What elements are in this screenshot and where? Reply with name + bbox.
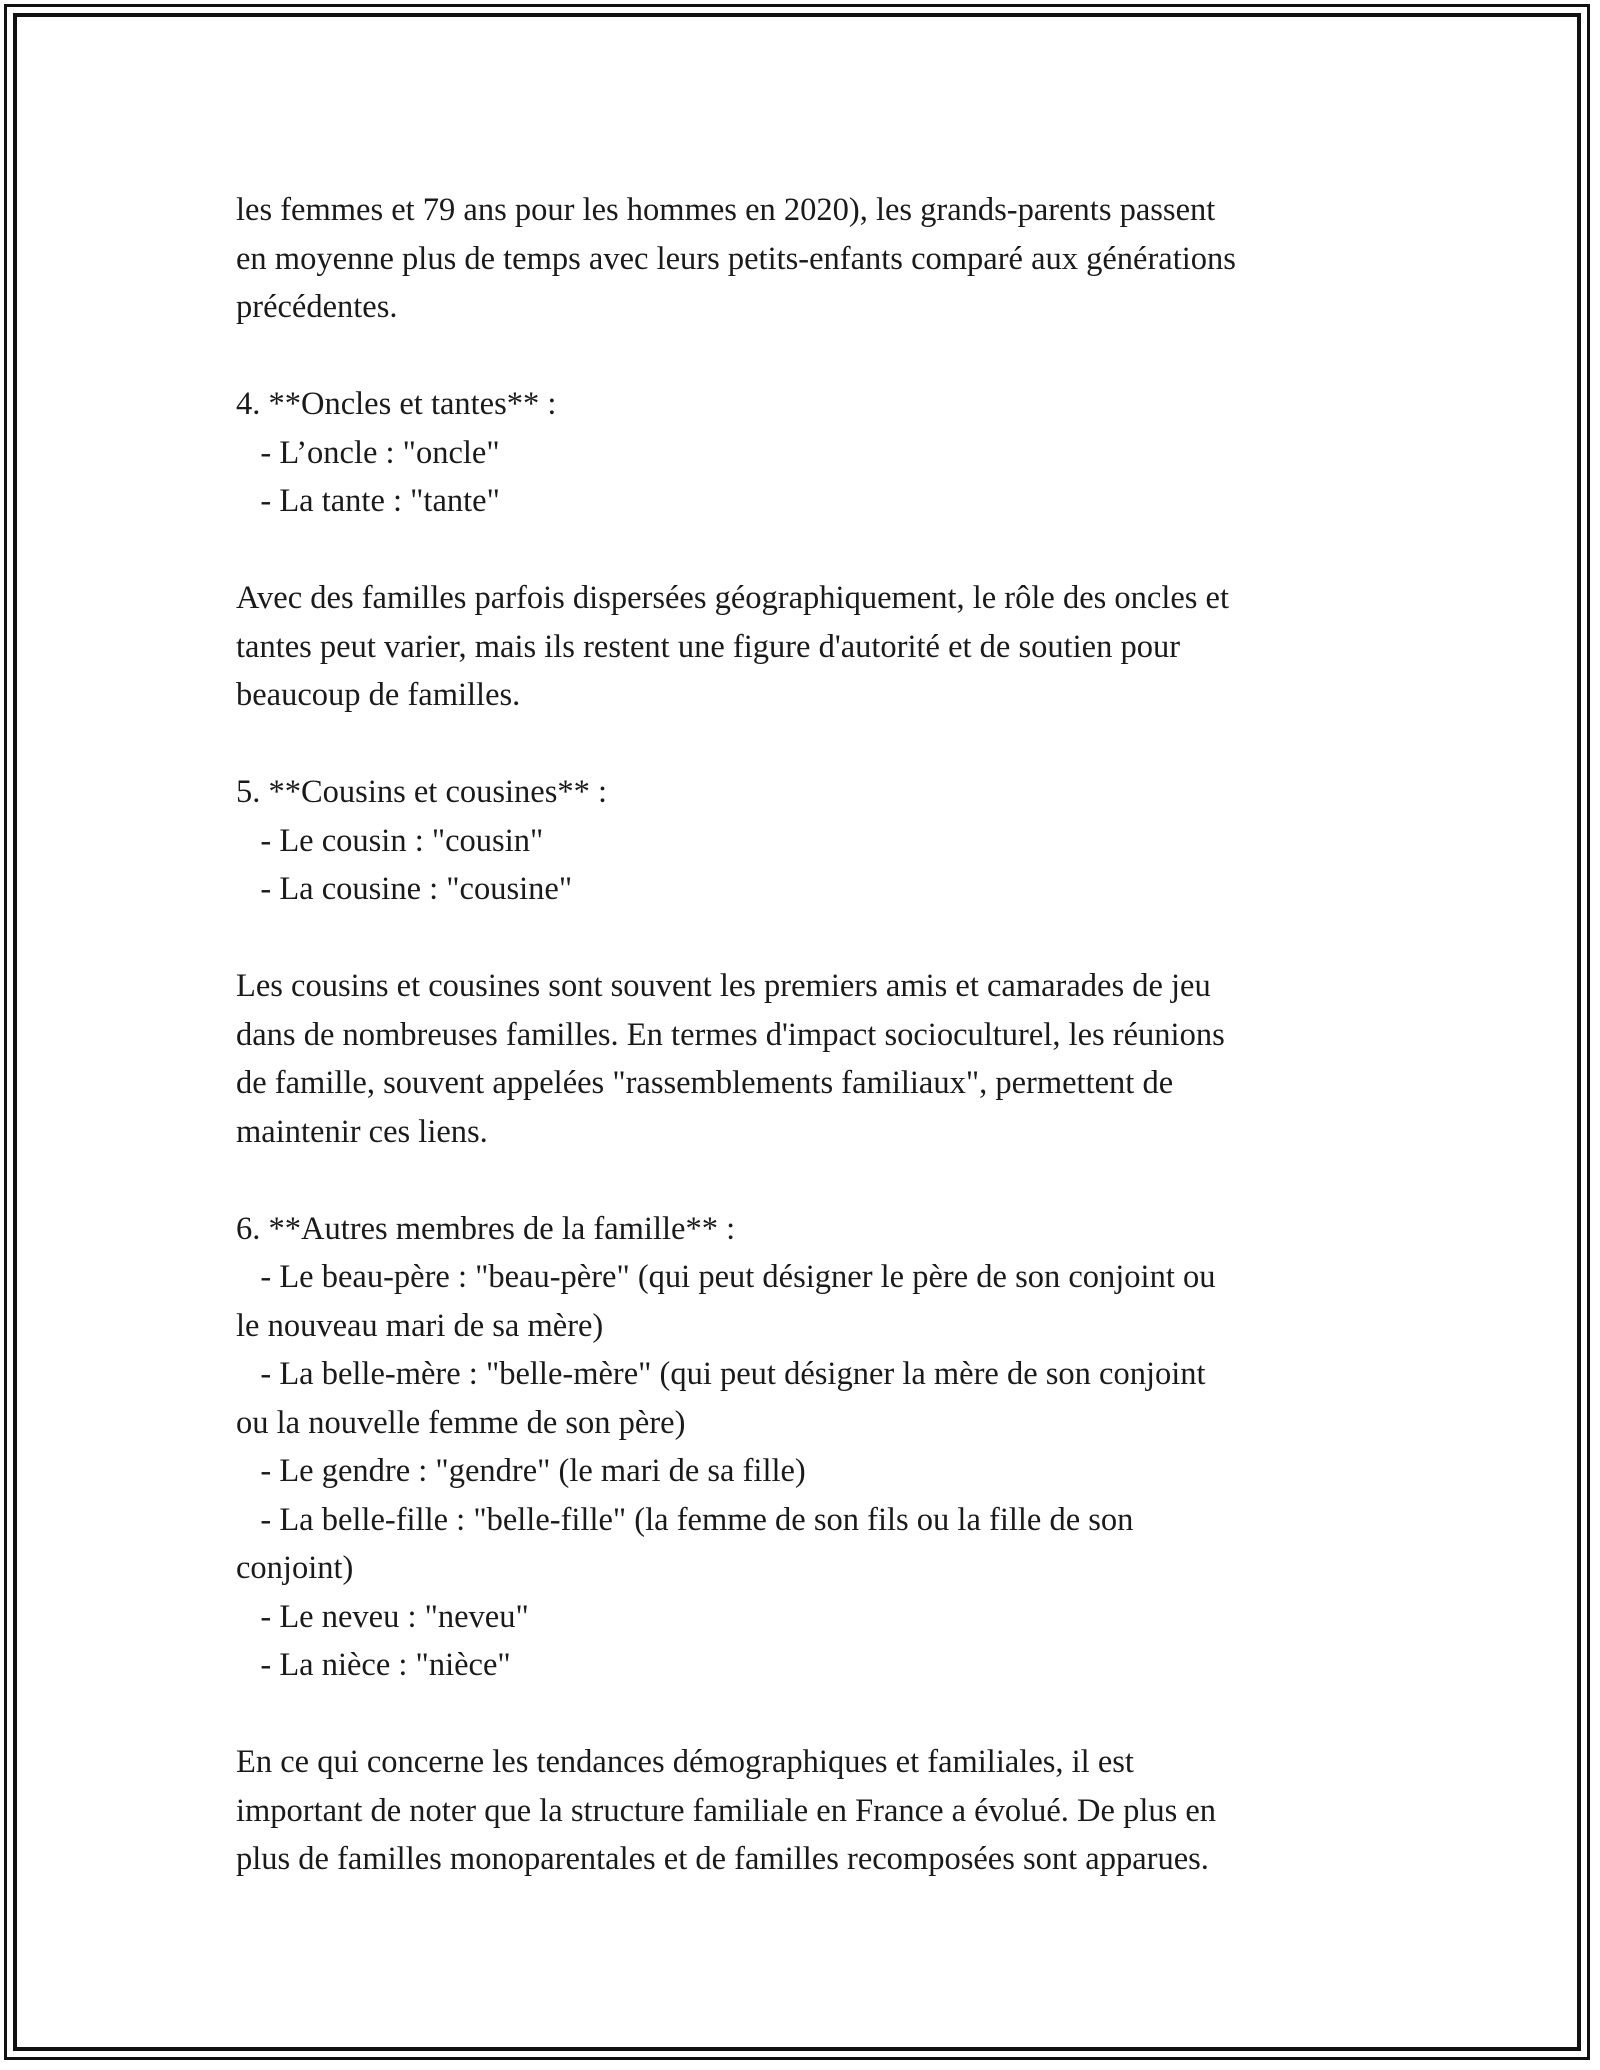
list-item: - L’oncle : "oncle" bbox=[236, 434, 500, 471]
list-item-continuation: conjoint) bbox=[236, 1550, 354, 1586]
list-other-members bbox=[236, 1205, 1386, 1690]
blank-line bbox=[236, 1690, 1386, 1739]
text-line: précédentes. bbox=[236, 289, 398, 325]
text-line: Avec des familles parfois dispersées géographiquement, le rôle des oncles et bbox=[236, 580, 1230, 616]
text-line: Les cousins et cousines sont souvent les premiers amis et camarades de jeu bbox=[236, 968, 1211, 1004]
text-line: En ce qui concerne les tendances démographiques et familiales, il est bbox=[236, 1744, 1134, 1780]
list-heading: 4. **Oncles et tantes** : bbox=[236, 386, 557, 422]
list-item: - Le cousin : "cousin" bbox=[236, 822, 544, 859]
blank-line bbox=[236, 720, 1386, 769]
text-line: plus de familles monoparentales et de familles recomposées sont apparues. bbox=[236, 1841, 1209, 1877]
list-heading: 5. **Cousins et cousines** : bbox=[236, 774, 608, 810]
list-item-continuation: le nouveau mari de sa mère) bbox=[236, 1307, 604, 1344]
list-uncles-aunts bbox=[236, 380, 1386, 526]
list-item-continuation: ou la nouvelle femme de son père) bbox=[236, 1404, 686, 1441]
text-line: beaucoup de familles. bbox=[236, 677, 521, 713]
paragraph-uncles-aunts bbox=[236, 574, 1386, 720]
paragraph-grandparents bbox=[236, 186, 1386, 332]
blank-line bbox=[236, 1156, 1386, 1205]
document-body bbox=[236, 186, 1386, 1884]
list-item: - La nièce : "nièce" bbox=[236, 1647, 511, 1683]
list-cousins bbox=[236, 768, 1386, 914]
list-item: - Le beau-père : "beau-père" (qui peut désigner le père de son conjoint ou bbox=[236, 1259, 1216, 1295]
text-line: en moyenne plus de temps avec leurs petits-enfants comparé aux générations bbox=[236, 240, 1236, 277]
list-item: - La belle-mère : "belle-mère" (qui peut désigner la mère de son conjoint bbox=[236, 1356, 1206, 1392]
paragraph-trends bbox=[236, 1738, 1386, 1884]
text-line: de famille, souvent appelées "rassemblements familiaux", permettent de bbox=[236, 1065, 1174, 1101]
list-heading: 6. **Autres membres de la famille** : bbox=[236, 1210, 736, 1247]
paragraph-cousins bbox=[236, 962, 1386, 1156]
text-line: tantes peut varier, mais ils restent une figure d'autorité et de soutien pour bbox=[236, 628, 1181, 665]
text-line: important de noter que la structure familiale en France a évolué. De plus en bbox=[236, 1792, 1217, 1829]
text-line: dans de nombreuses familles. En termes d'impact socioculturel, les réunions bbox=[236, 1016, 1225, 1053]
blank-line bbox=[236, 332, 1386, 381]
text-line: les femmes et 79 ans pour les hommes en 2020), les grands-parents passent bbox=[236, 192, 1216, 228]
list-item: - La belle-fille : "belle-fille" (la femme de son fils ou la fille de son bbox=[236, 1501, 1134, 1538]
text-line: maintenir ces liens. bbox=[236, 1113, 488, 1150]
list-item: - La cousine : "cousine" bbox=[236, 871, 573, 907]
blank-line bbox=[236, 526, 1386, 575]
list-item: - Le gendre : "gendre" (le mari de sa fille) bbox=[236, 1453, 806, 1489]
list-item: - Le neveu : "neveu" bbox=[236, 1598, 529, 1635]
blank-line bbox=[236, 914, 1386, 963]
list-item: - La tante : "tante" bbox=[236, 483, 500, 519]
